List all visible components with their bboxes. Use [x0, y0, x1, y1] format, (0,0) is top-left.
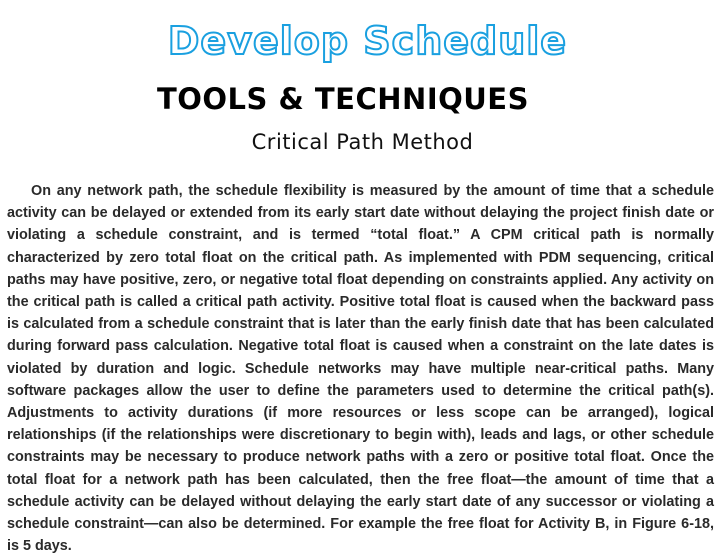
section-heading: Critical Path Method: [251, 130, 474, 154]
slide-title: Develop Schedule: [167, 19, 568, 63]
slide-subtitle: TOOLS & TECHNIQUES: [156, 82, 530, 116]
body-paragraph: On any network path, the schedule flexibility is measured by the amount of time that a schedule activity can be delayed or extended from its early start date without delaying the project finish date or violating a schedule constraint, and is termed “total float.” A CPM critical path is normally characterized by zero total float on the critical path. As implemented with PDM sequencing, critical paths may have positive, zero, or negative total float depending on constraints applied. Any activity on the critical path is called a critical path activity. Positive total float is caused when the backward pass is calculated from a schedule constraint that is later than the early finish date that has been calculated during forward pass calculation. Negative total float is caused when a constraint on the late dates is violated by duration and logic. Schedule networks may have multiple near-critical paths. Many software packages allow the user to define the parameters used to determine the critical path(s). Adjustments to activity durations (if more resources or less scope can be arranged), logical relationships (if the relationships were discretionary to begin with), leads and lags, or other schedule constraints may be necessary to produce network paths with a zero or positive total float. Once the total float for a network path has been calculated, then the free float—the amount of time that a schedule activity can be delayed without delaying the early start date of any successor or violating a schedule constraint—can also be determined. For example the free float for Activity B, in Figure 6-18, is 5 days.: [7, 183, 714, 555]
